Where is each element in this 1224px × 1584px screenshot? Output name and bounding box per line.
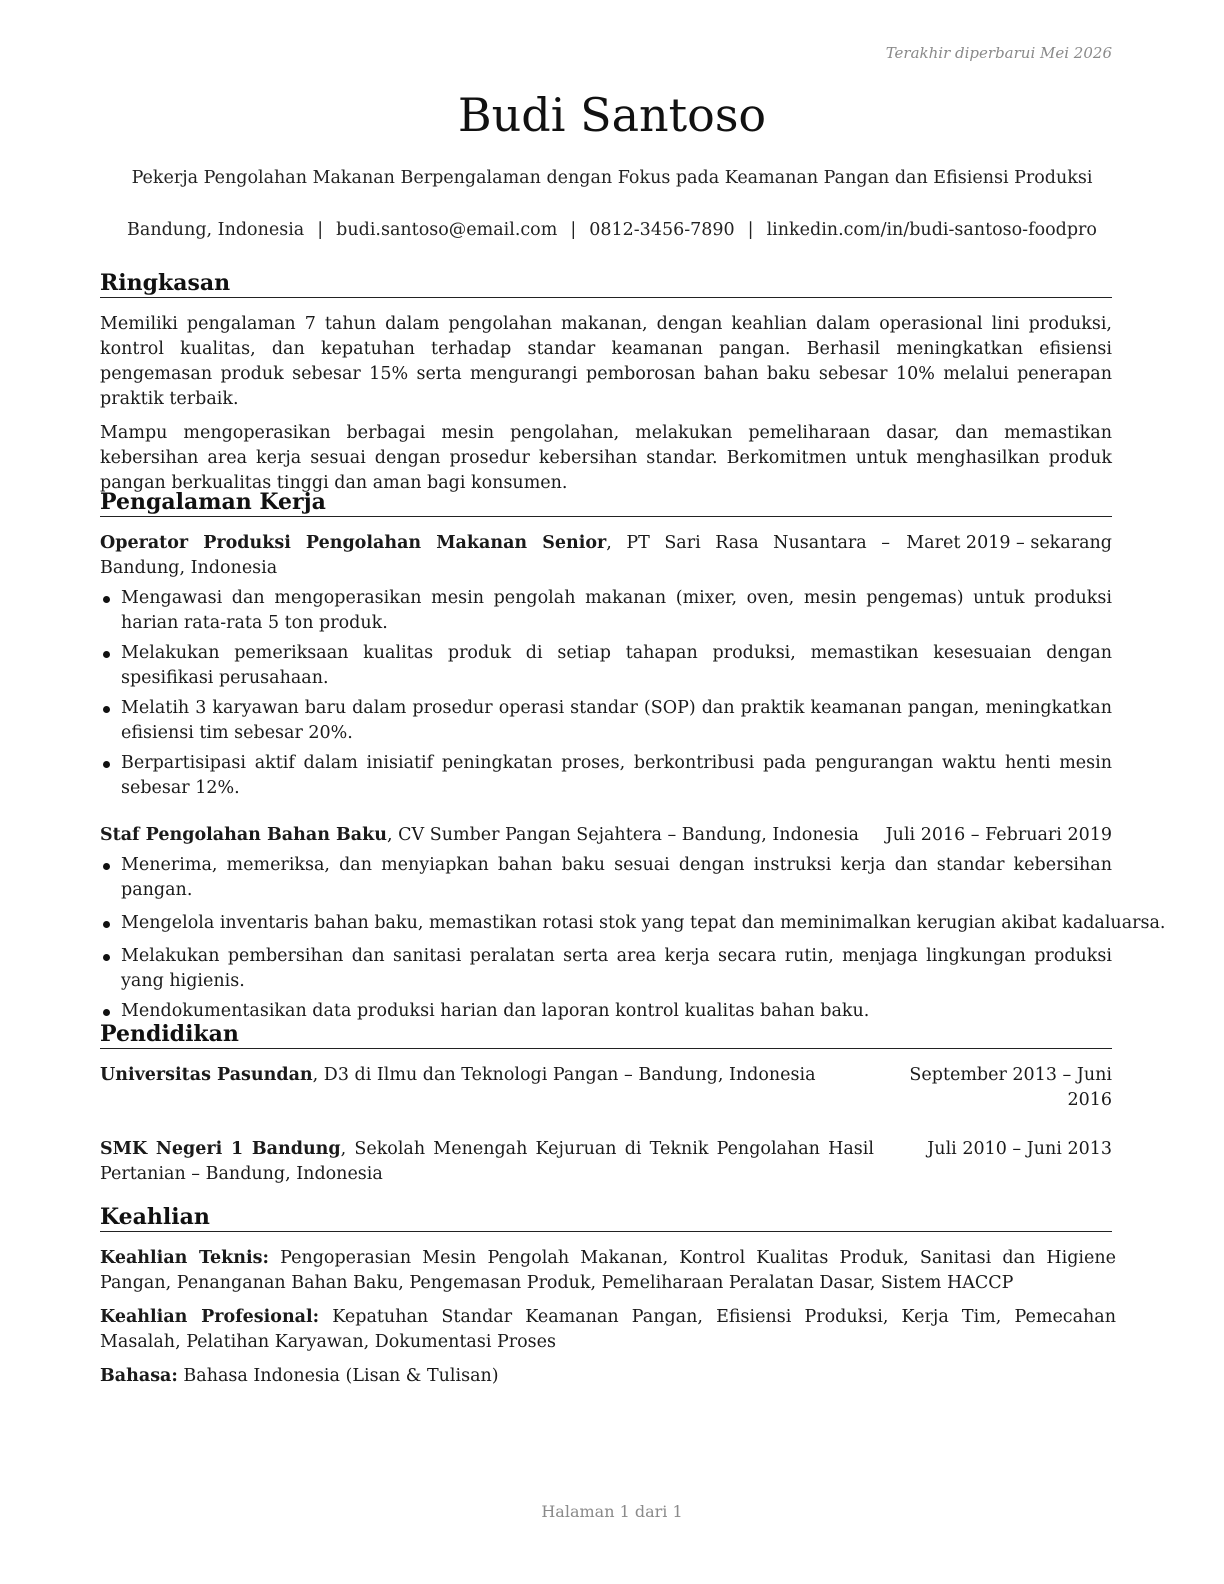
skill-line (100, 1305, 1116, 1355)
bullet-icon (103, 954, 110, 961)
section-title-skills: Keahlian (100, 1204, 1112, 1232)
job-dates: Juli 2016 – Februari 2019 (885, 825, 1112, 845)
bullet-icon (103, 651, 110, 658)
skills-section (100, 1204, 1116, 1389)
list-item: Berpartisipasi aktif dalam inisiatif peningkatan proses, berkontribusi pada pengurangan waktu henti mesin sebesar 12%. (100, 751, 1112, 801)
job-organization: , PT Sari Rasa Nusantara – Bandung, Indonesia (100, 533, 890, 578)
job-header (100, 531, 1112, 581)
skill-line (100, 1246, 1116, 1296)
page-number: Halaman 1 dari 1 (541, 1502, 683, 1521)
section-title-summary: Ringkasan (100, 270, 1112, 298)
skill-label: Bahasa: (100, 1366, 178, 1386)
job-header (100, 823, 1112, 848)
school-name: Universitas Pasundan (100, 1065, 313, 1085)
list-item: Melakukan pembersihan dan sanitasi peralatan serta area kerja secara rutin, menjaga lingkungan produksi yang higienis. (100, 944, 1112, 994)
school-detail: , D3 di Ilmu dan Teknologi Pangan – Bandung, Indonesia (312, 1065, 816, 1085)
bullet-icon (103, 761, 110, 768)
education-section (100, 1021, 1112, 1187)
contact-line (0, 220, 1224, 240)
contact-separator: | (317, 220, 324, 240)
education-dates: September 2013 – Juni 2016 (909, 1065, 1112, 1110)
bullet-icon (103, 1009, 110, 1016)
school-detail: , Sekolah Menengah Kejuruan di Teknik Pengolahan Hasil Pertanian – Bandung, Indonesia (100, 1139, 874, 1184)
job-bullets (100, 853, 1166, 1024)
list-item: Mengelola inventaris bahan baku, memastikan rotasi stok yang tepat dan meminimalkan kerugian akibat kadaluarsa. (100, 911, 1112, 936)
contact-separator: | (570, 220, 577, 240)
education-dates: Juli 2010 – Juni 2013 (927, 1139, 1112, 1159)
skill-line (100, 1364, 1116, 1389)
skill-label: Keahlian Teknis: (100, 1248, 269, 1268)
skill-value: Bahasa Indonesia (Lisan & Tulisan) (177, 1366, 499, 1386)
list-item: Melakukan pemeriksaan kualitas produk di setiap tahapan produksi, memastikan kesesuaian dengan spesifikasi perusahaan. (100, 641, 1112, 691)
bullet-icon (103, 706, 110, 713)
summary-section (100, 270, 1112, 496)
bullet-icon (103, 921, 110, 928)
job-organization: , CV Sumber Pangan Sejahtera – Bandung, Indonesia (387, 825, 859, 845)
list-item: Menerima, memeriksa, dan menyiapkan bahan baku sesuai dengan instruksi kerja dan standar kebersihan pangan. (100, 853, 1112, 903)
skill-value: Kepatuhan Standar Keamanan Pangan, Efisiensi Produksi, Kerja Tim, Pemecahan Masalah, Pelatihan Karyawan, Dokumentasi Proses (100, 1307, 1117, 1352)
contact-linkedin[interactable]: linkedin.com/in/budi-santoso-foodpro (766, 220, 1097, 240)
contact-phone: 0812-3456-7890 (589, 220, 735, 240)
tagline: Pekerja Pengolahan Makanan Berpengalaman dengan Fokus pada Keamanan Pangan dan Efisiensi Produksi (131, 168, 1093, 188)
education-entry (100, 1063, 1112, 1113)
contact-email[interactable]: budi.santoso@email.com (336, 220, 558, 240)
bullet-icon (103, 863, 110, 870)
last-updated-note: Terakhir diperbarui Mei 2026 (885, 44, 1112, 62)
job-role: Staf Pengolahan Bahan Baku (100, 825, 387, 845)
job-dates: Maret 2019 – sekarang (906, 533, 1112, 553)
summary-paragraph: Memiliki pengalaman 7 tahun dalam pengolahan makanan, dengan keahlian dalam operasional lini produksi, kontrol kualitas, dan kepatuhan terhadap standar keamanan pangan. Berhasil meningkatkan efisiensi pengemasan produk sebesar 15% serta mengurangi pemborosan bahan baku sebesar 10% melalui penerapan praktik terbaik. (100, 314, 1112, 409)
contact-separator: | (747, 220, 754, 240)
school-name: SMK Negeri 1 Bandung (100, 1139, 341, 1159)
job-bullets (100, 586, 1112, 801)
list-item: Melatih 3 karyawan baru dalam prosedur operasi standar (SOP) dan praktik keamanan pangan, meningkatkan efisiensi tim sebesar 20%. (100, 696, 1112, 746)
skill-value: Pengoperasian Mesin Pengolah Makanan, Kontrol Kualitas Produk, Sanitasi dan Higiene Pangan, Penanganan Bahan Baku, Pengemasan Produk, Pemeliharaan Peralatan Dasar, Sistem HACCP (100, 1248, 1116, 1293)
education-entry (100, 1137, 1112, 1187)
experience-section (100, 489, 1166, 1024)
bullet-icon (103, 596, 110, 603)
job-role: Operator Produksi Pengolahan Makanan Senior (100, 533, 607, 553)
contact-location: Bandung, Indonesia (127, 220, 305, 240)
summary-paragraph: Mampu mengoperasikan berbagai mesin pengolahan, melakukan pemeliharaan dasar, dan memastikan kebersihan area kerja sesuai dengan prosedur kebersihan standar. Berkomitmen untuk menghasilkan produk pangan berkualitas tinggi dan aman bagi konsumen. (100, 423, 1112, 493)
candidate-name: Budi Santoso (457, 88, 767, 142)
list-item: Mendokumentasikan data produksi harian dan laporan kontrol kualitas bahan baku. (100, 999, 1112, 1024)
section-title-experience: Pengalaman Kerja (100, 489, 1112, 517)
section-title-education: Pendidikan (100, 1021, 1112, 1049)
list-item: Mengawasi dan mengoperasikan mesin pengolah makanan (mixer, oven, mesin pengemas) untuk produksi harian rata-rata 5 ton produk. (100, 586, 1112, 636)
skill-label: Keahlian Profesional: (100, 1307, 320, 1327)
